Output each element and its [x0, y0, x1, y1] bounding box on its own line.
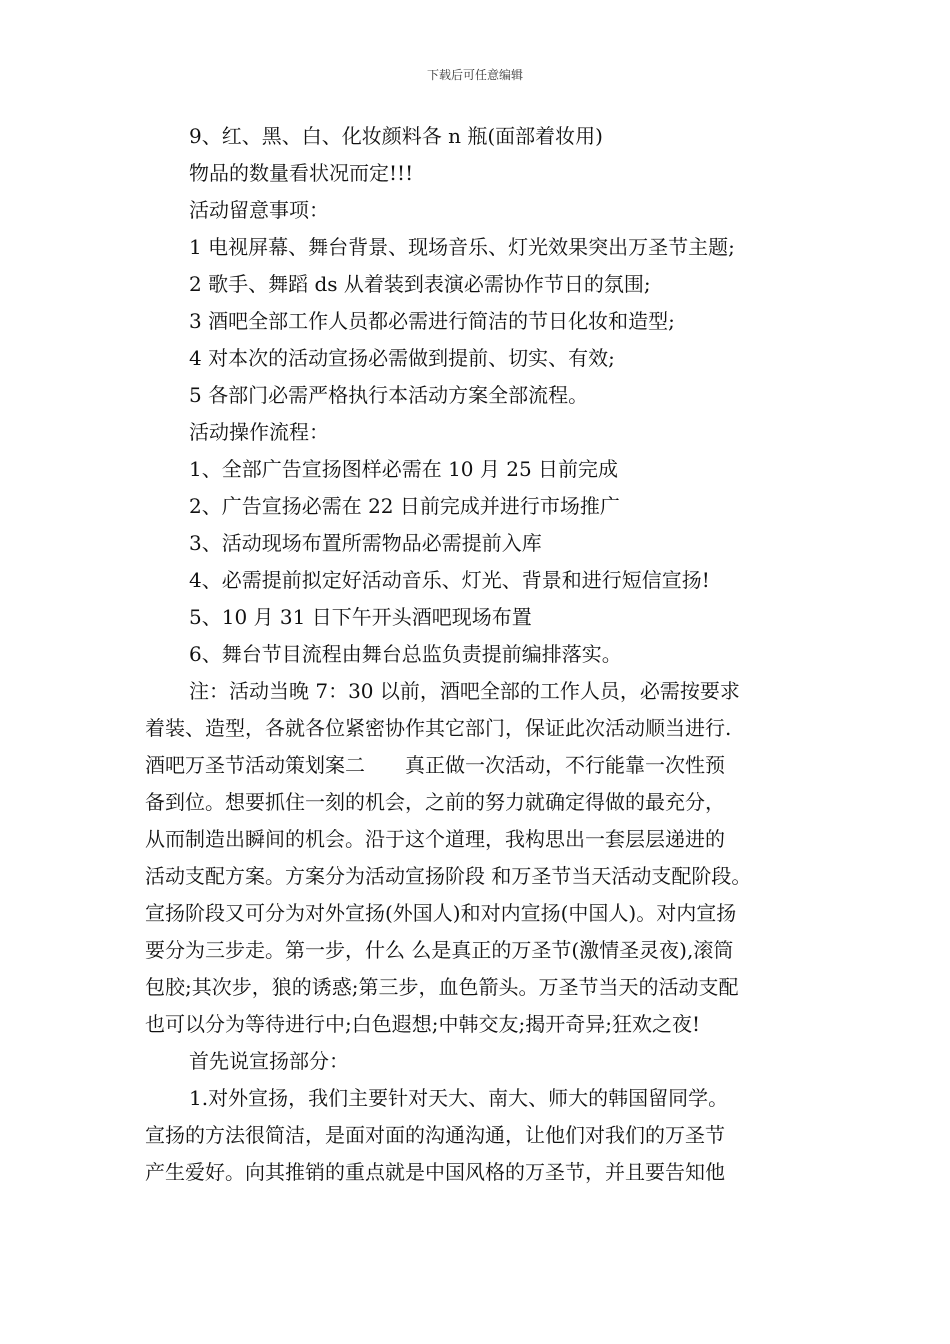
text-line: 注：活动当晚 7：30 以前，酒吧全部的工作人员，必需按要求: [189, 679, 740, 703]
text-line: 也可以分为等待进行中;白色遐想;中韩交友;揭开奇异;狂欢之夜!: [145, 1012, 700, 1036]
text-line: 物品的数量看状况而定!!!: [189, 161, 414, 185]
text-line: 1.对外宣扬，我们主要针对天大、南大、师大的韩国留同学。: [189, 1086, 729, 1110]
text-line: 备到位。想要抓住一刻的机会，之前的努力就确定得做的最充分，: [145, 790, 725, 814]
text-line: 宣扬的方法很简洁，是面对面的沟通沟通，让他们对我们的万圣节: [145, 1123, 725, 1147]
page-header: 下载后可任意编辑: [426, 68, 523, 82]
text-line: 宣扬阶段又可分为对外宣扬(外国人)和对内宣扬(中国人)。对内宣扬: [145, 901, 737, 925]
document-body: [145, 118, 820, 1191]
text-line: 6、舞台节目流程由舞台总监负责提前编排落实。: [189, 642, 622, 666]
text-line: 活动支配方案。方案分为活动宣扬阶段 和万圣节当天活动支配阶段。: [145, 864, 752, 888]
text-line: 4 对本次的活动宣扬必需做到提前、切实、有效;: [189, 346, 615, 370]
text-line: 4、必需提前拟定好活动音乐、灯光、背景和进行短信宣扬!: [189, 568, 710, 592]
text-line: 5、10 月 31 日下午开头酒吧现场布置: [189, 605, 532, 629]
text-line: 2 歌手、舞蹈 ds 从着装到表演必需协作节日的氛围;: [189, 272, 651, 296]
text-line: 2、广告宣扬必需在 22 日前完成并进行市场推广: [189, 494, 620, 518]
section-heading: 活动留意事项：: [189, 198, 329, 222]
text-line: 3 酒吧全部工作人员都必需进行简洁的节日化妆和造型;: [189, 309, 675, 333]
section-heading: 活动操作流程：: [189, 420, 329, 444]
text-line: 从而制造出瞬间的机会。沿于这个道理，我构思出一套层层递进的: [145, 827, 725, 851]
text-line: 酒吧万圣节活动策划案二 真正做一次活动，不行能靠一次性预: [145, 753, 725, 777]
text-line: 9、红、黑、白、化妆颜料各 n 瓶(面部着妆用): [189, 124, 603, 148]
text-line: 3、活动现场布置所需物品必需提前入库: [189, 531, 542, 555]
text-line: 1、全部广告宣扬图样必需在 10 月 25 日前完成: [189, 457, 619, 481]
section-heading: 首先说宣扬部分：: [189, 1049, 349, 1073]
text-line: 5 各部门必需严格执行本活动方案全部流程。: [189, 383, 589, 407]
text-line: 要分为三步走。第一步，什么 么是真正的万圣节(激情圣灵夜),滚筒: [145, 938, 734, 962]
text-line: 着装、造型，各就各位紧密协作其它部门，保证此次活动顺当进行.: [145, 716, 732, 740]
text-line: 包胶;其次步，狼的诱惑;第三步，血色箭头。万圣节当天的活动支配: [145, 975, 739, 999]
text-line: 产生爱好。向其推销的重点就是中国风格的万圣节，并且要告知他: [145, 1160, 725, 1184]
text-line: 1 电视屏幕、舞台背景、现场音乐、灯光效果突出万圣节主题;: [189, 235, 735, 259]
